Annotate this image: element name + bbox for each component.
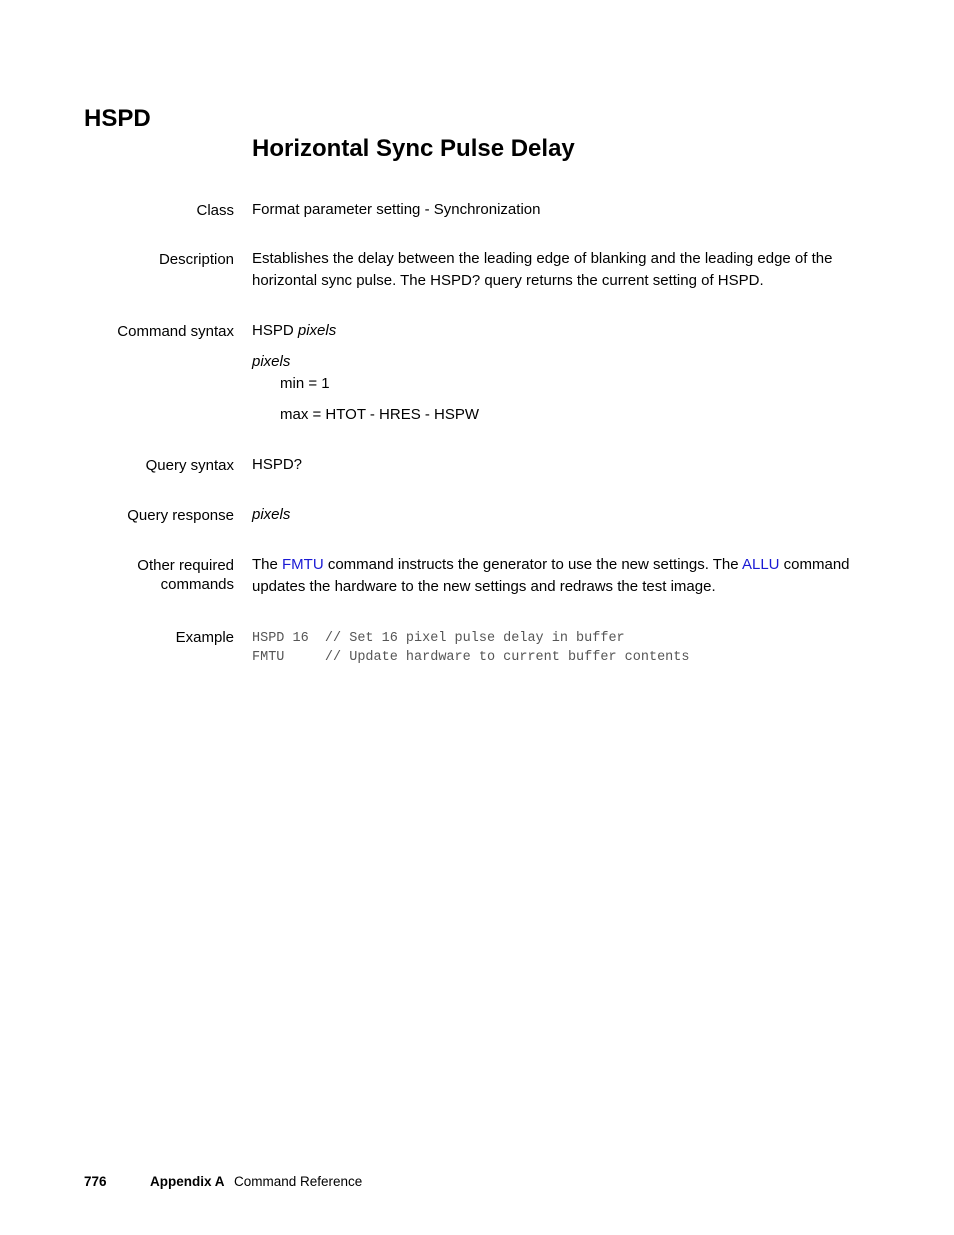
other-required-label (137, 556, 234, 594)
footer-section: Command Reference (234, 1174, 363, 1189)
other-required-text-1: The (252, 556, 283, 573)
param-min: min = 1 (280, 375, 330, 392)
other-required-label-line1: Other required (137, 557, 234, 574)
allu-link[interactable]: ALLU (741, 556, 780, 573)
param-max: max = HTOT - HRES - HSPW (280, 406, 480, 423)
other-required-text-2: command instructs the generator to use the new settings. The (323, 556, 742, 573)
command-syntax-label: Command syntax (117, 323, 234, 340)
other-required-text-3: command updates the hardware to the new settings and redraws the test image. (252, 556, 850, 595)
other-required-value (252, 554, 872, 598)
class-label: Class (196, 202, 234, 219)
other-required-label-line2: commands (160, 576, 234, 593)
description-value: Establishes the delay between the leading edge of blanking and the leading edge of the horizontal sync pulse. The HSPD? query returns the current setting of HSPD. (252, 250, 833, 289)
example-code-line-1: HSPD 16 // Set 16 pixel pulse delay in buffer (252, 631, 625, 646)
query-response-label: Query response (127, 507, 234, 524)
syntax-param: pixels (297, 322, 337, 339)
command-name: HSPD (84, 105, 151, 132)
example-code (252, 629, 689, 667)
fmtu-link[interactable]: FMTU (282, 556, 324, 573)
example-code-line-2: FMTU // Update hardware to current buffer contents (252, 650, 690, 665)
syntax-command: HSPD (252, 322, 294, 339)
query-syntax-value: HSPD? (252, 456, 303, 473)
footer-appendix: Appendix A (150, 1174, 225, 1189)
query-syntax-label: Query syntax (145, 457, 234, 474)
description-label: Description (158, 251, 234, 268)
example-label: Example (175, 629, 234, 646)
query-response-value: pixels (252, 506, 291, 523)
command-title: Horizontal Sync Pulse Delay (252, 135, 575, 162)
class-value: Format parameter setting - Synchronization (252, 201, 541, 218)
param-name: pixels (252, 353, 291, 370)
command-syntax-value (252, 320, 872, 426)
page-number: 776 (84, 1174, 107, 1189)
